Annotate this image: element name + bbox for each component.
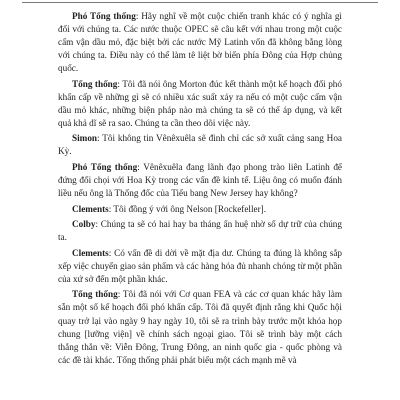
paragraph-text: : Tôi đã nói với Cơ quan FEA và các cơ quan khác hãy làm sẵn một số kế hoạch đối phó khẩn cấp. Tôi đã quyết định rằng khi Quốc hội quay trở lại vào ngày 9 hay ngày 10, tôi sẽ ra trình bày trước một khóa họp chung [lưỡng viện] về chính sách ngoại giao. Tôi sẽ trình bày một cách thẳng thắn về: Viễn Đông, Trung Đông, an ninh quốc gia - quốc phòng và các đề tài khác. Tổng thống phải phát biểu một cách mạnh mẽ và: [58, 289, 342, 365]
paragraph-text: : Tôi đồng ý với ông Nelson [Rockefeller].: [108, 203, 267, 214]
paragraph: [58, 132, 342, 158]
speaker-name: Phó Tổng thống: [72, 162, 138, 173]
paragraph: [58, 203, 342, 216]
paragraph-text: : Tôi không tin Vênêxuêla sẽ đình chỉ các sở xuất cảng sang Hoa Kỳ.: [58, 133, 342, 157]
speaker-name: Phó Tổng thống: [72, 11, 136, 21]
paragraph: [58, 288, 342, 366]
paragraph-text: : Vênêxuêla đang lãnh đạo phong trào liên Latinh để đứng đối chọi với Hoa Kỳ trong các vấn đề kinh tế. Liệu ông có muốn đánh liều nếu ông là Thống đốc của Tiểu bang New Jersey hay không?: [58, 162, 343, 199]
paragraph: [58, 161, 342, 200]
speaker-name: Tổng thống: [72, 78, 118, 89]
paragraph: [58, 10, 342, 75]
speaker-name: Tổng thống: [72, 289, 118, 300]
paragraph: [58, 78, 342, 130]
paragraph: [58, 247, 342, 286]
speaker-name: Colby: [72, 219, 96, 230]
paragraph-text: : Chúng ta sẽ có hai hay ba tháng ẩn huệ nhờ số dự trữ của chúng ta.: [58, 219, 342, 243]
paragraph-text: : Hãy nghĩ về một cuộc chiến tranh khác có ý nghĩa gì đối với chúng ta. Các nước thuộc OPEC sẽ câu kết với nhau trong một cuộc cấm vận dầu mỏ, đặc biệt bởi các nước Mỹ Latinh vốn đã không bằng lòng với chúng ta. Điều này có thể làm tê liệt bờ biển phía Đông của Hợp chủng quốc.: [58, 11, 342, 74]
paragraph-text: : Có vấn đề di dời về mặt địa dư. Chúng ta đúng là không sắp xếp việc chuyển giao sản phẩm và các hàng hóa đủ nhanh chóng từ một phần của xứ sở đến một phần khác.: [58, 247, 342, 284]
paragraph-text: : Tôi đã nói ông Morton đúc kết thành một kế hoạch đối phó khẩn cấp về những gì sẽ có nhiều xác suất xảy ra nếu có một cuộc cấm vận dầu mỏ khác, những biện pháp nào mà chúng ta sẽ có thể áp dụng, và kết quả khả dĩ sẽ ra sao. Chúng ta cần theo dõi việc này.: [58, 78, 342, 128]
speaker-name: Clements: [72, 203, 109, 214]
page-body: [58, 10, 342, 369]
speaker-name: Simon: [72, 133, 98, 144]
speaker-name: Clements: [72, 247, 109, 258]
header-rule: [22, 2, 378, 3]
paragraph: [58, 218, 342, 244]
